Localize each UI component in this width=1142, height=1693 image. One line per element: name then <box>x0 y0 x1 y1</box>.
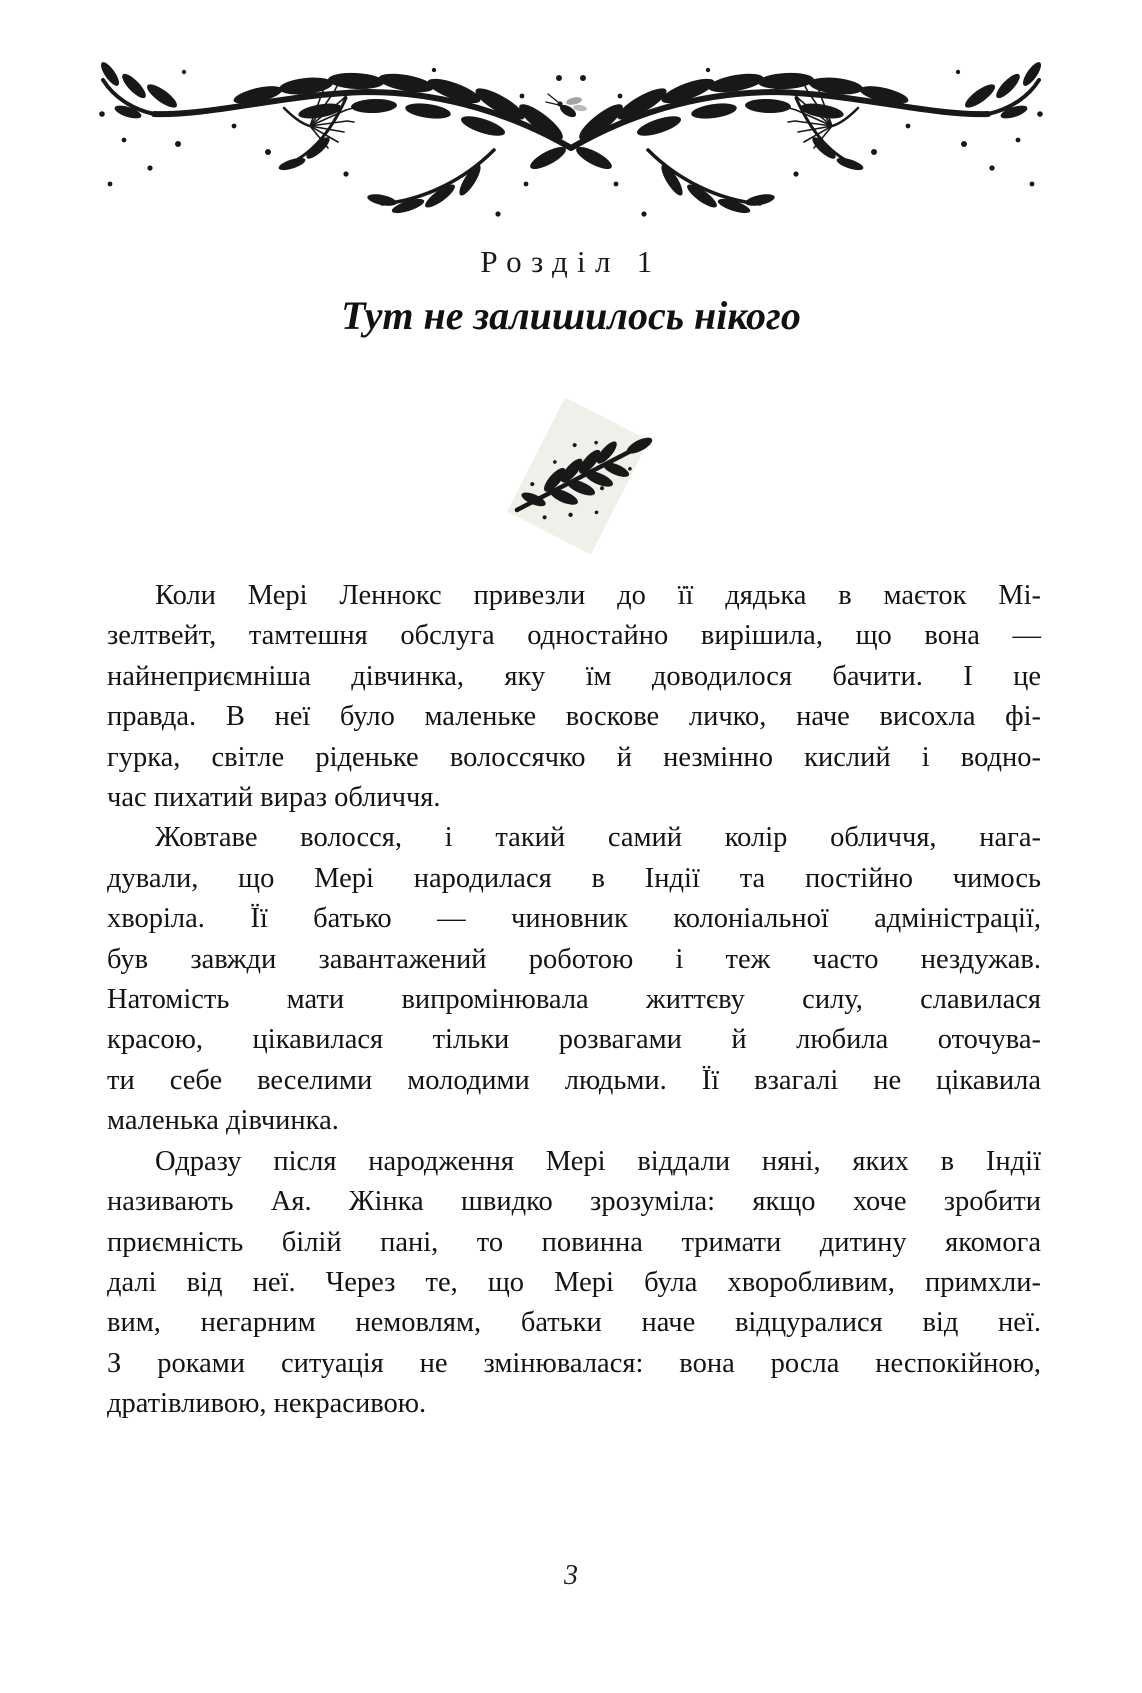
text-line: зелтвейт, тамтешня обслуга одностайно вирішила, що вона — <box>107 620 1041 652</box>
text-line: був завжди завантажений роботою і теж часто нездужав. <box>107 943 1041 975</box>
chapter-title: Тут не залишилось нікого <box>341 293 801 338</box>
page-number: 3 <box>564 1560 578 1591</box>
text-line: Жовтаве волосся, і такий самий колір обличчя, нага- <box>155 822 1041 854</box>
text-line: правда. В неї було маленьке воскове личко, наче висохла фі- <box>107 701 1041 733</box>
text-line: Одразу після народження Мері віддали няні, яких в Індії <box>155 1145 1041 1177</box>
text-line: хворіла. Її батько — чиновник колоніальної адміністрації, <box>107 903 1041 935</box>
body-text <box>107 576 1041 1425</box>
chapter-label: Розділ 1 <box>480 244 662 279</box>
bee-icon <box>546 94 587 120</box>
text-line: З роками ситуація не змінювалася: вона росла неспокійною, <box>107 1347 1041 1379</box>
text-line: час пихатий вираз обличчя. <box>107 782 441 814</box>
text-line: називають Ая. Жінка швидко зрозуміла: якщо хоче зробити <box>107 1186 1041 1218</box>
text-line: гурка, світле ріденьке волоссячко й незмінно кислий і водно- <box>107 741 1041 773</box>
text-line: маленька дівчинка. <box>107 1105 339 1137</box>
text-line: далі від неї. Через те, що Мері була хворобливим, примхли- <box>107 1266 1041 1298</box>
text-line: красою, цікавилася тільки розвагами й любила оточува- <box>107 1024 1041 1056</box>
text-line: Коли Мері Леннокс привезли до її дядька в маєток Мі- <box>155 580 1041 611</box>
leaf-vignette-card <box>507 398 649 555</box>
text-line: приємність білій пані, то повинна тримати дитину якомога <box>107 1226 1041 1258</box>
leaf-branch-icon <box>507 398 649 555</box>
text-line: ти себе веселими молодими людьми. Її взагалі не цікавила <box>107 1064 1041 1096</box>
text-line: вим, негарним немовлям, батьки наче відцуралися від неї. <box>107 1307 1041 1339</box>
text-line: Натомість мати випромінювала життєву силу, славилася <box>107 984 1041 1016</box>
text-line: найнеприємніша дівчинка, яку їм доводилося бачити. І це <box>107 660 1041 692</box>
botanical-ornament <box>96 56 1046 218</box>
text-line: дували, що Мері народилася в Індії та постійно чимось <box>107 862 1041 894</box>
text-line: дратівливою, некрасивою. <box>107 1388 427 1420</box>
